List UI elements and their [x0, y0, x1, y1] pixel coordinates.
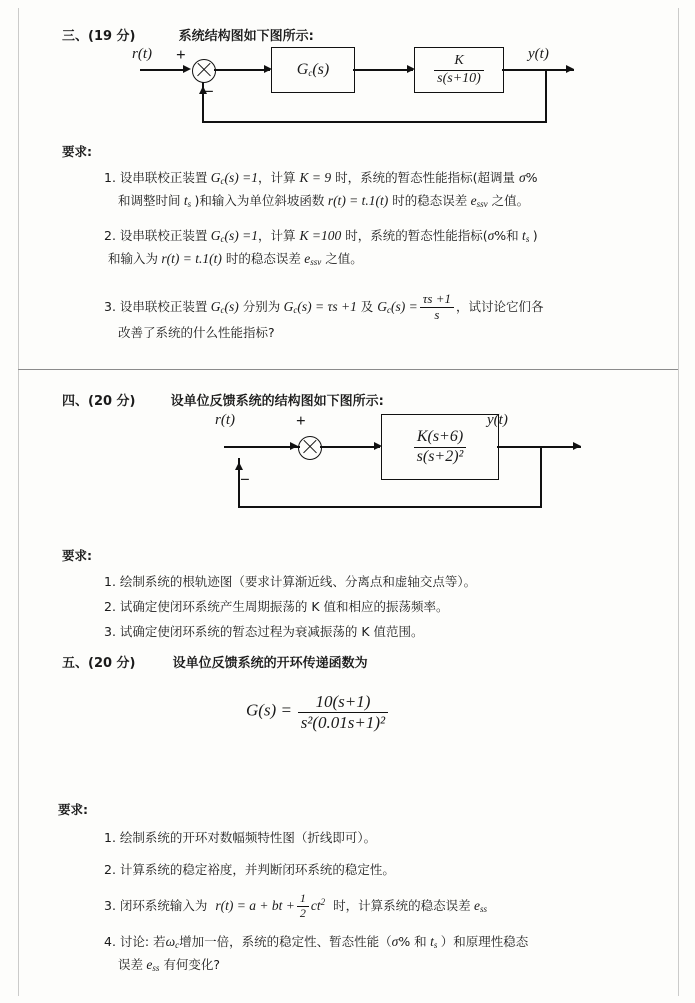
section-3-item-3 [104, 292, 674, 342]
diagram4-feedback-arrow [235, 462, 243, 470]
section-5-requirements-label: 要求: [58, 802, 88, 817]
diagram3-wire-summer-gc [214, 69, 270, 71]
section-divider [18, 369, 678, 370]
diagram4-feedback-vertical-right [540, 446, 542, 508]
section-4-item-1: 1. 绘制系统的根轨迹图（要求计算渐近线、分离点和虚轴交点等）。 [104, 574, 477, 589]
section-4-requirements-label: 要求: [62, 548, 92, 563]
section-3-heading-text: 系统结构图如下图所示: [178, 29, 314, 44]
section-5-item-3 [104, 892, 679, 921]
diagram3-feedback-horizontal [202, 121, 547, 123]
section-3-item-2-text: 2. 设串联校正装置 $G_c(s) =1$，计算 K =100 时，系统的暂态性能指标(σ%和 $t_s$ ) 和输入为 r(t) = t.1(t) 时的稳态误差 $e_{ssv}$ 之值。 [104, 228, 538, 267]
diagram3-input-label: r(t) [132, 46, 152, 62]
section-5-formula-num: 10(s+1) [315, 692, 371, 711]
diagram4-plant-den: s(s+2)² [414, 447, 467, 466]
diagram4-output-label: y(t) [487, 412, 508, 428]
section-4-item-2: 2. 试确定使闭环系统产生周期振荡的 K 值和相应的振荡频率。 [104, 599, 449, 614]
section-3-item-1 [104, 168, 664, 214]
diagram3-wire-gc-plant [353, 69, 413, 71]
section-3-item-1-text: 1. 设串联校正装置 $G_c(s) =1$，计算 K = 9 时，系统的暂态性能指标(超调量 σ% 和调整时间 $t_s$ )和输入为单位斜坡函数 r(t) = t.1(t) 时的稳态误差 $e_{ssv}$ 之值。 [104, 170, 538, 209]
diagram3-controller-block [271, 47, 355, 93]
diagram3-feedback-vertical-right [545, 69, 547, 123]
section-3-heading [62, 25, 314, 44]
section-5-formula-lhs: G(s) = [246, 700, 292, 720]
section-5-item-1: 1. 绘制系统的开环对数幅频特性图（折线即可）。 [104, 830, 377, 845]
diagram4-input-label: r(t) [215, 412, 235, 428]
section-5-heading-text: 设单位反馈系统的开环传递函数为 [172, 656, 368, 671]
section-3-number: 三、(19 分) [62, 29, 136, 44]
section-4-heading-text: 设单位反馈系统的结构图如下图所示: [170, 394, 384, 409]
diagram3-plant-transfer-function [434, 53, 484, 86]
diagram3-arrow-output [566, 65, 574, 73]
diagram4-arrow-output [573, 442, 581, 450]
diagram4-plant-transfer-function [414, 428, 467, 466]
section-3-item-3-text: 3. 设串联校正装置 $G_c(s)$ 分别为 $G_c(s) = \tau s +1$ 及 $G_c(s)$ = $\frac{\tau s +1}{s}$ ，试讨论它们各 改善了系统的什么性能指标? [104, 291, 544, 340]
page-edge-rule-left [18, 8, 19, 996]
section-4-item-3: 3. 试确定使闭环系统的暂态过程为衰减振荡的 K 值范围。 [104, 624, 424, 639]
diagram4-minus-sign: − [240, 470, 250, 489]
diagram3-summing-junction [192, 59, 216, 83]
diagram4-feedback-horizontal [238, 506, 541, 508]
section-5-formula-fraction [298, 692, 388, 732]
diagram3-plus-sign: + [176, 45, 186, 64]
diagram4-wire-summer-plant [320, 446, 380, 448]
diagram4-summing-junction [298, 436, 322, 460]
diagram3-plant-den: s(s+10) [434, 70, 484, 87]
section-5-item-4 [104, 932, 679, 978]
diagram3-plant-num: K [454, 53, 464, 69]
section-3-item-2 [104, 226, 664, 272]
section-5-item-3-text: 3. 闭环系统输入为 r(t) = a + bt + $\frac{1}{2}$ $ct^2$ 时，计算系统的稳态误差 $e_{ss}$ [104, 891, 488, 920]
diagram3-minus-sign: − [204, 82, 214, 101]
section-5-item-4-text: 4. 讨论: 若$\omega_c$增加一倍，系统的稳定性、暂态性能（σ% 和 $t_s$ ）和原理性稳态 误差 $e_{ss}$ 有何变化? [104, 934, 529, 973]
diagram3-feedback-arrow [199, 86, 207, 94]
diagram4-plant-num: K(s+6) [416, 428, 464, 446]
diagram3-plant-block [414, 47, 504, 93]
section-5-number: 五、(20 分) [62, 656, 136, 671]
diagram3-wire-output [502, 69, 574, 71]
diagram4-wire-input [224, 446, 300, 448]
diagram4-plant-block [381, 414, 499, 480]
diagram3-wire-input [140, 69, 185, 71]
diagram3-output-label: y(t) [528, 46, 549, 62]
section-4-heading [62, 390, 384, 409]
section-4-number: 四、(20 分) [62, 394, 136, 409]
diagram3-controller-label: $G_c(s)$ [296, 61, 330, 78]
section-5-formula-den: s²(0.01s+1)² [298, 712, 388, 733]
diagram3-arrow-to-summer [183, 65, 191, 73]
section-5-item-2: 2. 计算系统的稳定裕度，并判断闭环系统的稳定性。 [104, 862, 395, 877]
diagram4-wire-output [497, 446, 581, 448]
page-edge-rule-right [678, 8, 679, 996]
section-5-heading [62, 652, 368, 671]
diagram4-arrow-to-summer [290, 442, 298, 450]
section-5-formula [246, 692, 390, 732]
diagram4-plus-sign: + [296, 411, 306, 430]
section-3-requirements-label: 要求: [62, 144, 92, 159]
